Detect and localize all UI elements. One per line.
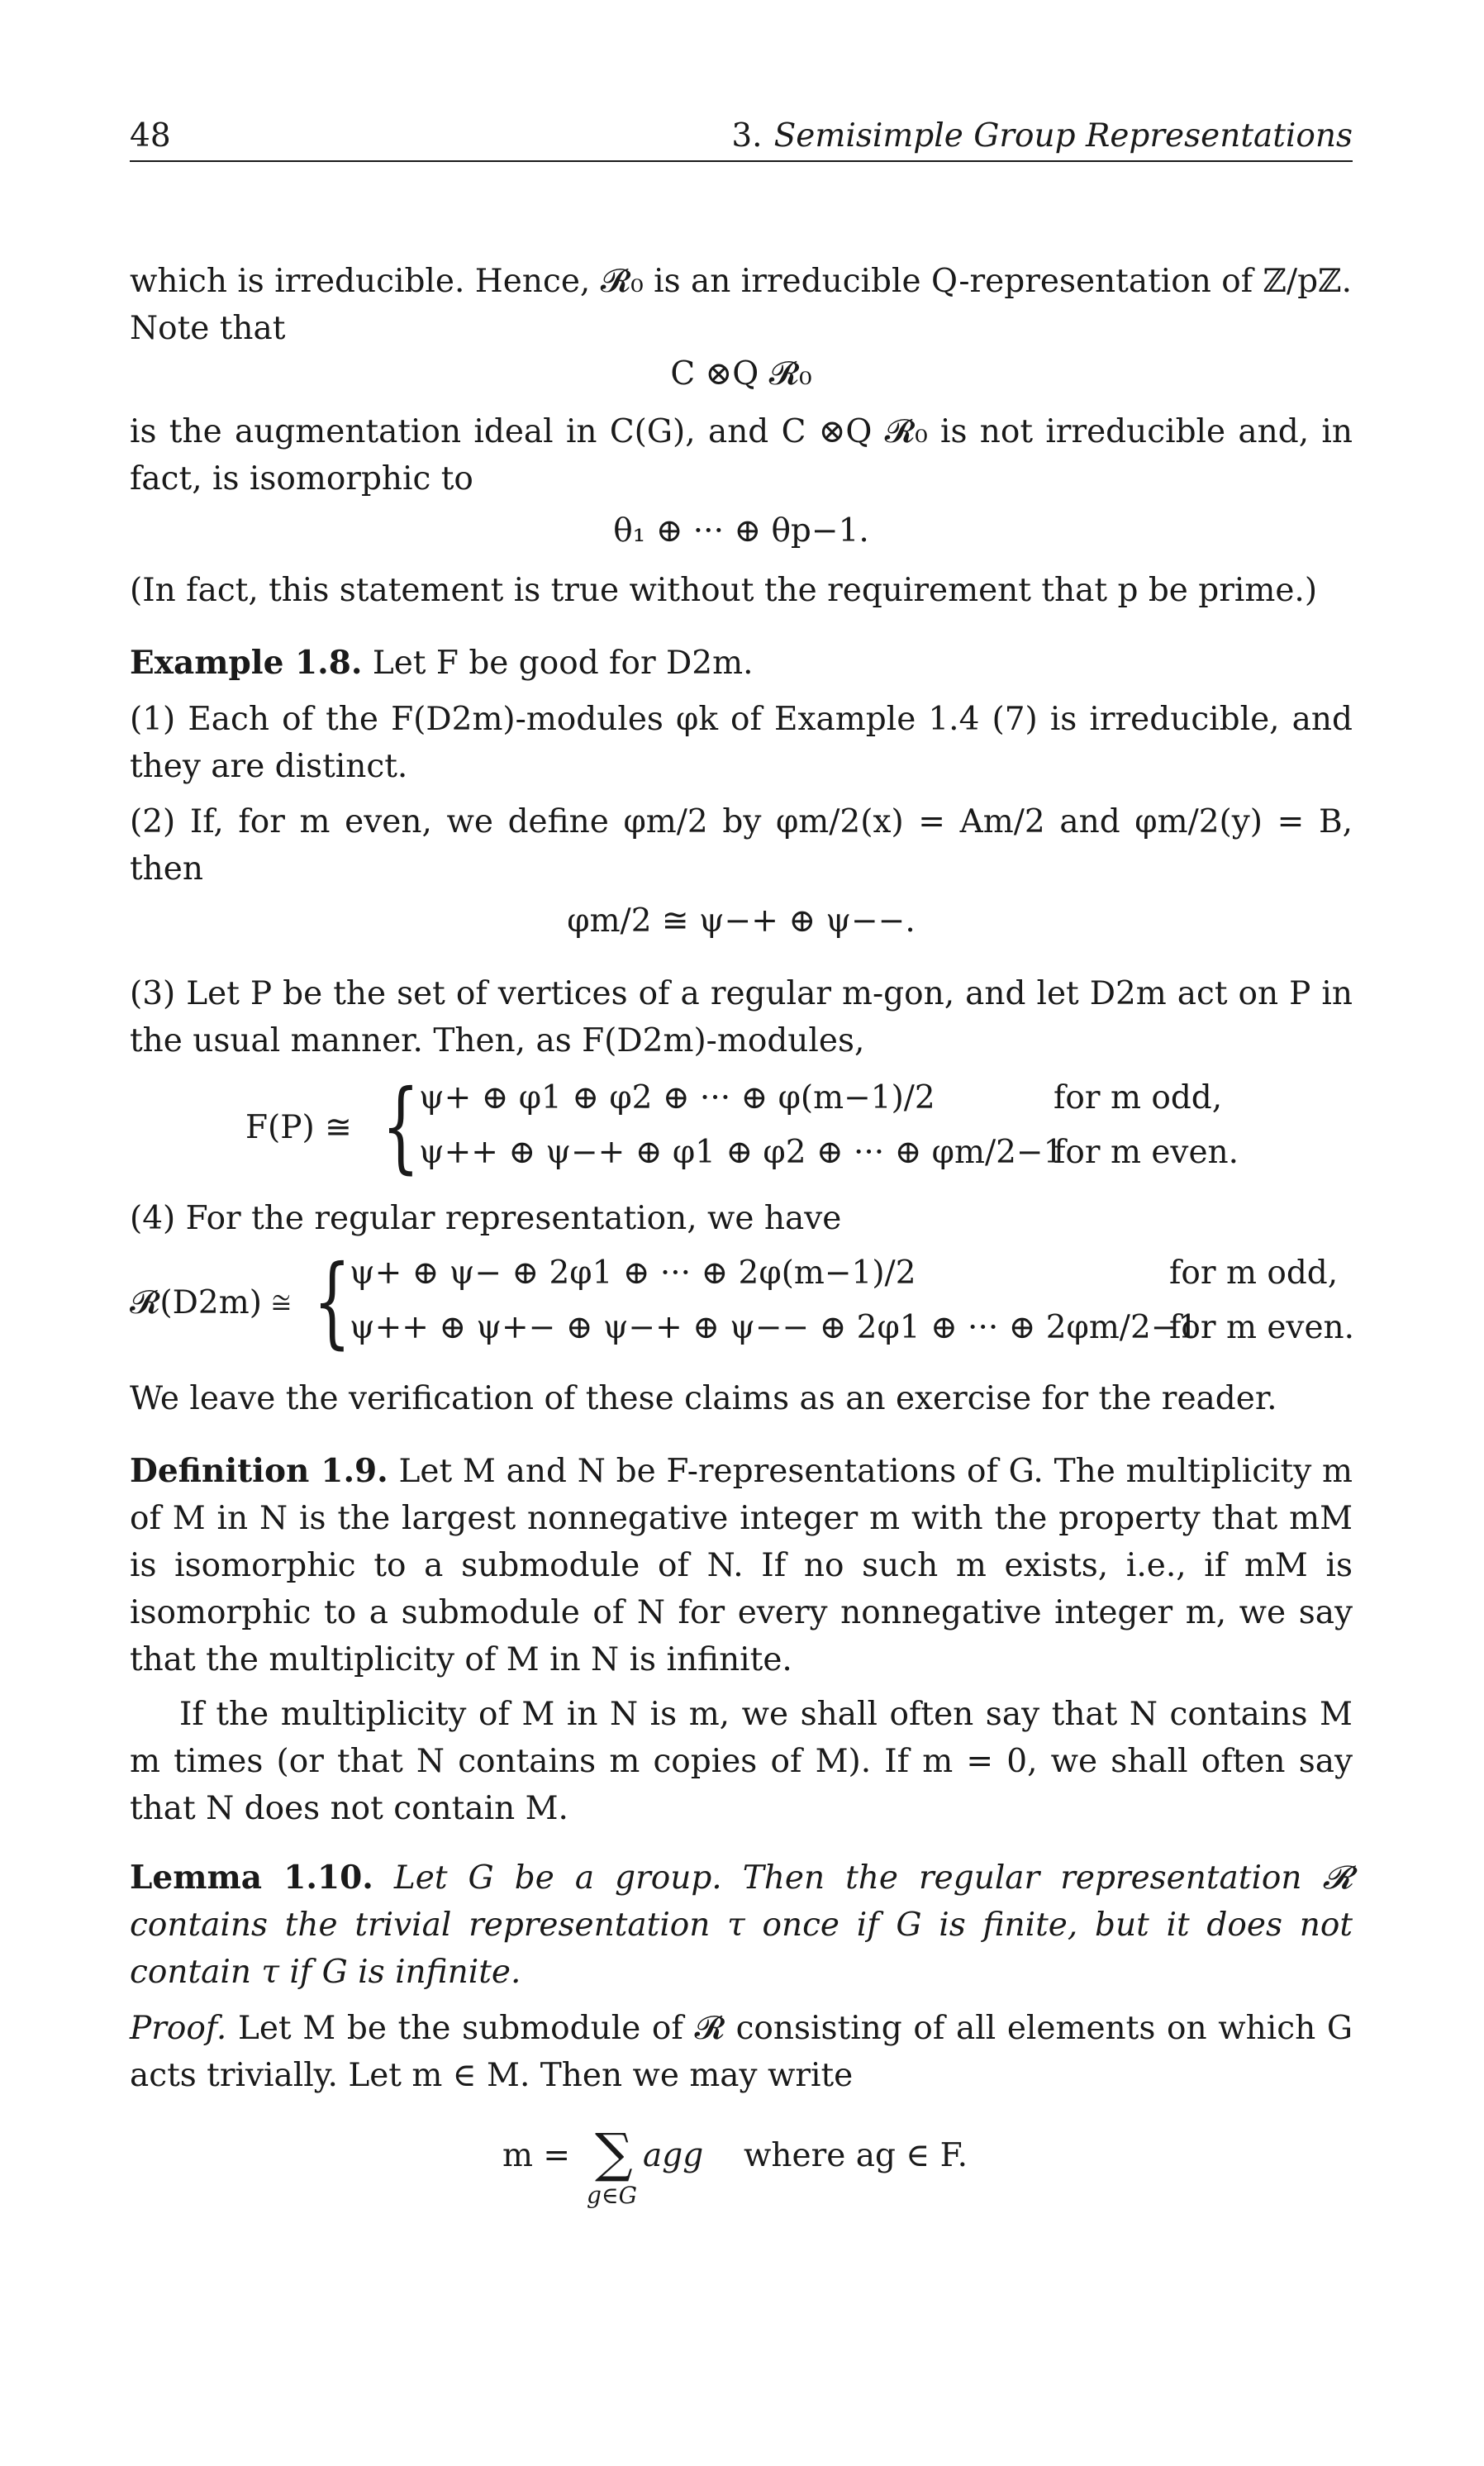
example-label: Example 1.8. xyxy=(130,644,363,682)
example-item-2: (2) If, for m even, we define φm/2 by φm/2(x) = Am/2 and φm/2(y) = B, then xyxy=(130,803,1353,888)
example-closing: We leave the verification of these claims as an exercise for the reader. xyxy=(130,1380,1277,1417)
intro-line-1: which is irreducible. Hence, 𝓡₀ is an irreducible Q-representation of ℤ/pℤ. xyxy=(130,263,1352,300)
page-number: 48 xyxy=(130,117,171,155)
example-item-4: (4) For the regular representation, we have xyxy=(130,1200,842,1237)
fp-brace: { xyxy=(382,1069,420,1184)
fp-cond-even: for m even. xyxy=(1054,1134,1239,1171)
definition-1-9 xyxy=(130,1448,1353,1683)
lemma-1-10 xyxy=(130,1854,1353,1996)
augmentation-paragraph: is the augmentation ideal in C(G), and C ⊗Q 𝓡₀ is not irreducible and, in fact, is isomorphic to xyxy=(130,413,1353,497)
chapter-heading xyxy=(731,117,1353,155)
sum-subscript: g∈G xyxy=(587,2182,638,2209)
sigma-symbol: ∑ xyxy=(595,2123,633,2184)
sum-lhs: m = xyxy=(502,2137,571,2174)
example-item-1: (1) Each of the F(D2m)-modules φk of Example 1.4 (7) is irreducible, and they are distinct. xyxy=(130,701,1353,785)
fp-row-odd: ψ+ ⊕ φ1 ⊕ φ2 ⊕ ··· ⊕ φ(m−1)/2 xyxy=(419,1079,935,1116)
multiplicity-remark: If the multiplicity of M in N is m, we shall often say that N contains M m times (or that N contains m copies of M). If m = 0, we shall often say that N does not contain M. xyxy=(130,1696,1353,1827)
intro-line-2: Note that xyxy=(130,310,286,347)
example-1-8-heading xyxy=(130,640,1353,687)
r-cond-even: for m even. xyxy=(1169,1309,1355,1346)
display-theta-sum: θ₁ ⊕ ··· ⊕ θp−1. xyxy=(613,512,869,550)
fp-row-even: ψ++ ⊕ ψ−+ ⊕ φ1 ⊕ φ2 ⊕ ··· ⊕ φm/2−1 xyxy=(419,1134,1064,1171)
r-brace: { xyxy=(313,1245,351,1359)
fp-cases xyxy=(130,1069,1353,1188)
proof-label: Proof. xyxy=(130,2010,227,2047)
lemma-label: Lemma 1.10. xyxy=(130,1859,373,1897)
example-item-3: (3) Let P be the set of vertices of a regular m-gon, and let D2m act on P in the usual manner. Then, as F(D2m)-modules, xyxy=(130,975,1353,1059)
r-cond-odd: for m odd, xyxy=(1169,1254,1339,1292)
proof-text: Let M be the submodule of 𝓡 consisting of all elements on which G acts trivially. Let m ∈ M. Then we may write xyxy=(130,2010,1353,2094)
running-header xyxy=(130,117,1353,162)
fp-lhs: F(P) ≅ xyxy=(245,1109,352,1146)
proof xyxy=(130,2005,1353,2099)
sum-where-clause: where ag ∈ F. xyxy=(744,2137,968,2174)
fp-cond-odd: for m odd, xyxy=(1054,1079,1223,1116)
prime-remark: (In fact, this statement is true without the requirement that p be prime.) xyxy=(130,572,1318,609)
r-lhs: 𝓡(D2m) ≅ xyxy=(130,1284,291,1321)
sum-formula xyxy=(488,2124,1066,2223)
chapter-title: Semisimple Group Representations xyxy=(773,117,1353,155)
r-row-odd: ψ+ ⊕ ψ− ⊕ 2φ1 ⊕ ··· ⊕ 2φ(m−1)/2 xyxy=(350,1254,916,1292)
display-phi-m-half: φm/2 ≅ ψ−+ ⊕ ψ−−. xyxy=(567,902,916,940)
lemma-text: Let G be a group. Then the regular representation 𝓡 contains the trivial representation τ once if G is finite, but it does not contain τ if G is infinite. xyxy=(130,1859,1353,1991)
sum-term: agg xyxy=(643,2137,704,2174)
chapter-number: 3. xyxy=(731,117,763,155)
definition-text: Let M and N be F-representations of G. The multiplicity m of M in N is the largest nonnegative integer m with the property that mM is isomorphic to a submodule of N. If no such m exists, i.e., if mM is isomorphic to a submodule of N for every nonnegative integer m, we say that the multiplicity of M in N is infinite. xyxy=(130,1453,1353,1678)
r-row-even: ψ++ ⊕ ψ+− ⊕ ψ−+ ⊕ ψ−− ⊕ 2φ1 ⊕ ··· ⊕ 2φm/2−1 xyxy=(350,1309,1199,1346)
regular-rep-cases xyxy=(130,1245,1355,1364)
example-intro: Let F be good for D2m. xyxy=(362,645,754,682)
display-tensor-r0: C ⊗Q 𝓡₀ xyxy=(670,355,812,393)
definition-label: Definition 1.9. xyxy=(130,1452,388,1490)
